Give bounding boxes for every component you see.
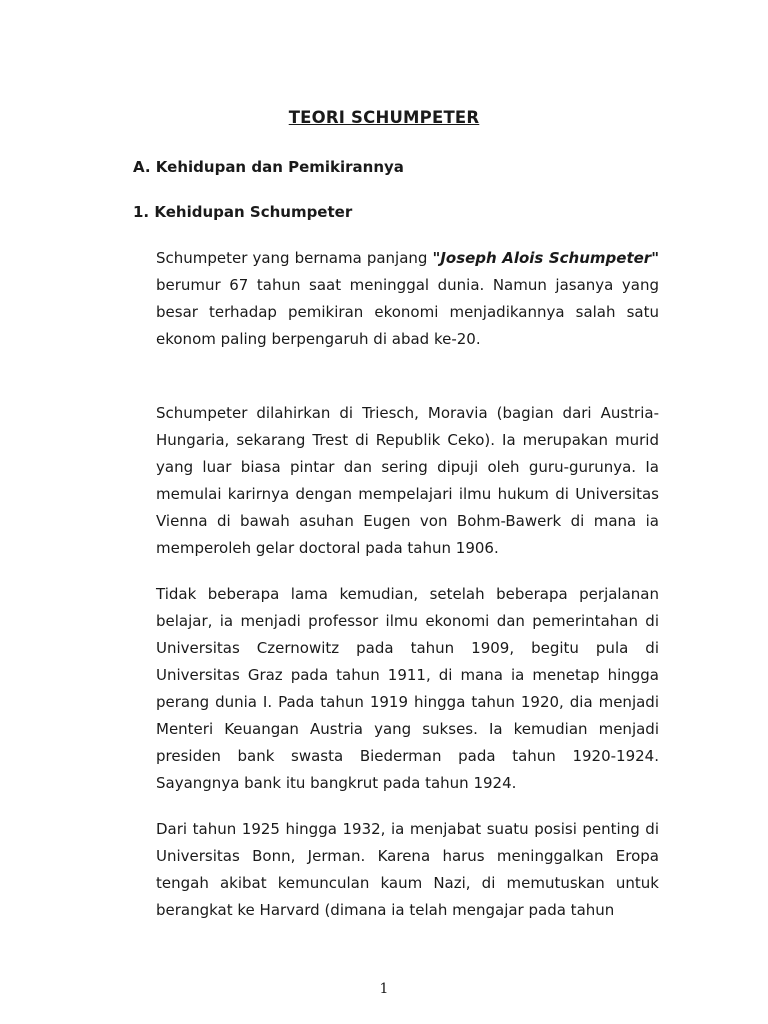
section-heading-a: A. Kehidupan dan Pemikirannya xyxy=(133,158,404,176)
paragraph-2: Schumpeter dilahirkan di Triesch, Moravia (bagian dari Austria-Hungaria, sekarang Trest di Republik Ceko). Ia merupakan murid yang luar biasa pintar dan sering dipuji oleh guru-gurunya. Ia memulai karirnya dengan mempelajari ilmu hukum di Universitas Vienna di bawah asuhan Eugen von Bohm-Bawerk di mana ia memperoleh gelar doctoral pada tahun 1906. xyxy=(156,404,659,557)
document-title: TEORI SCHUMPETER xyxy=(288,108,480,127)
paragraph-1-lead: Schumpeter yang bernama panjang xyxy=(156,249,433,267)
paragraph-1 xyxy=(156,245,659,353)
subsection-heading-1: 1. Kehidupan Schumpeter xyxy=(133,203,353,221)
page-number: 1 xyxy=(379,981,389,997)
paragraph-3: Tidak beberapa lama kemudian, setelah beberapa perjalanan belajar, ia menjadi professor ilmu ekonomi dan pemerintahan di Universitas Czernowitz pada tahun 1909, begitu pula di Universitas Graz pada tahun 1911, di mana ia menetap hingga perang dunia I. Pada tahun 1919 hingga tahun 1920, dia menjadi Menteri Keuangan Austria yang sukses. Ia kemudian menjadi presiden bank swasta Biederman pada tahun 1920-1924. Sayangnya bank itu bangkrut pada tahun 1924. xyxy=(156,585,659,792)
full-name-emphasis: "Joseph Alois Schumpeter" xyxy=(432,249,660,267)
paragraph-4: Dari tahun 1925 hingga 1932, ia menjabat suatu posisi penting di Universitas Bonn, Jerman. Karena harus meninggalkan Eropa tengah akibat kemunculan kaum Nazi, di memutuskan untuk berangkat ke Harvard (dimana ia telah mengajar pada tahun xyxy=(156,820,659,919)
paragraph-1-rest: berumur 67 tahun saat meninggal dunia. Namun jasanya yang besar terhadap pemikiran ekonomi menjadikannya salah satu ekonom paling berpengaruh di abad ke-20. xyxy=(156,276,659,348)
